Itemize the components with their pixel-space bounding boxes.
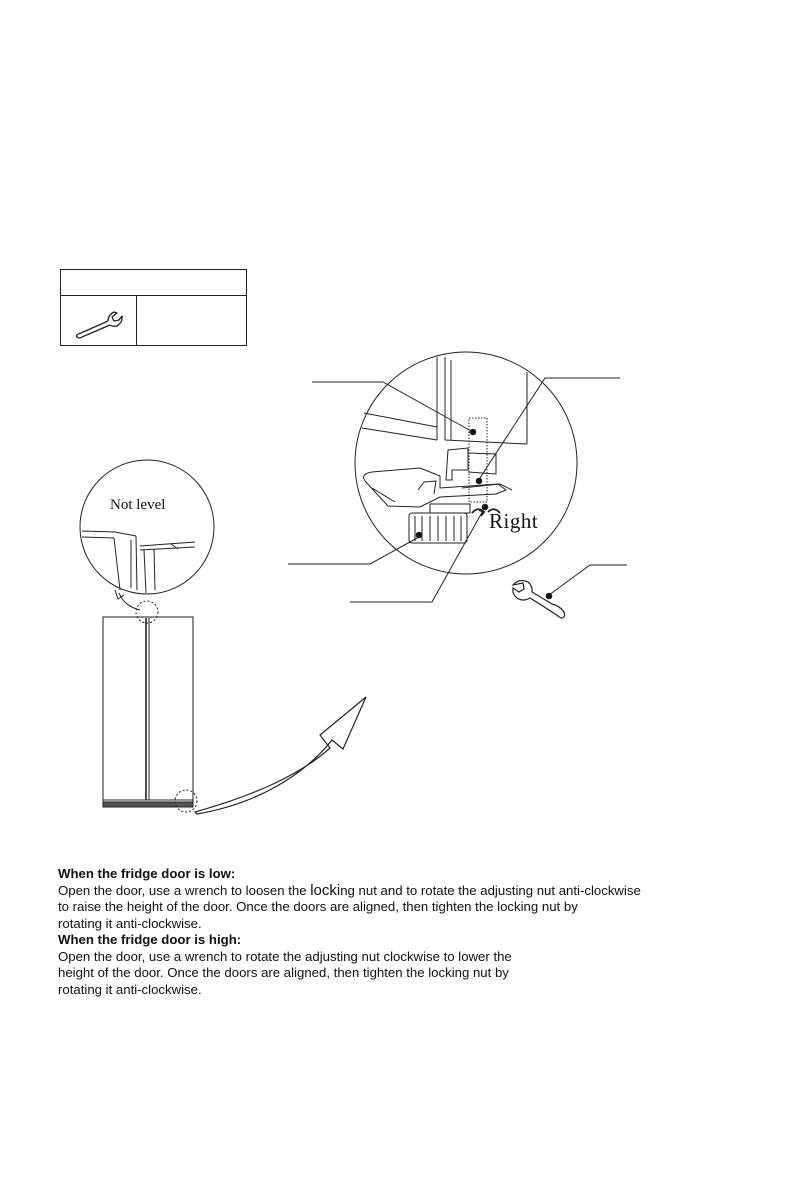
curved-arrow [195,697,366,814]
not-level-label: Not level [110,497,166,513]
high-door-line-3: rotating it anti-clockwise. [58,981,202,997]
instructions [58,866,758,998]
low-door-heading: When the fridge door is low: [58,866,236,881]
wrench-icon [513,581,565,618]
low-door-text-a: Open the door, use a wrench to loosen the [58,882,311,898]
low-door-text-c: ng nut and to rotate the adjusting nut anti-clockwise [340,882,641,898]
low-door-line-2: to raise the height of the door. Once the doors are aligned, then tighten the locking nut by [58,899,578,914]
high-door-line-2: height of the door. Once the doors are aligned, then tighten the locking nut by [58,965,509,980]
low-door-line-1 [58,883,758,900]
right-label: Right [489,509,539,533]
high-door-heading: When the fridge door is high: [58,932,242,947]
low-door-line-3: rotating it anti-clockwise. [58,915,202,931]
not-level-zoom-circle [80,460,214,594]
callout-leaders [288,378,627,602]
high-door-line-1: Open the door, use a wrench to rotate the adjusting nut clockwise to lower the [58,948,512,964]
fridge-front [103,617,193,807]
low-door-text-b: locki [310,881,341,899]
